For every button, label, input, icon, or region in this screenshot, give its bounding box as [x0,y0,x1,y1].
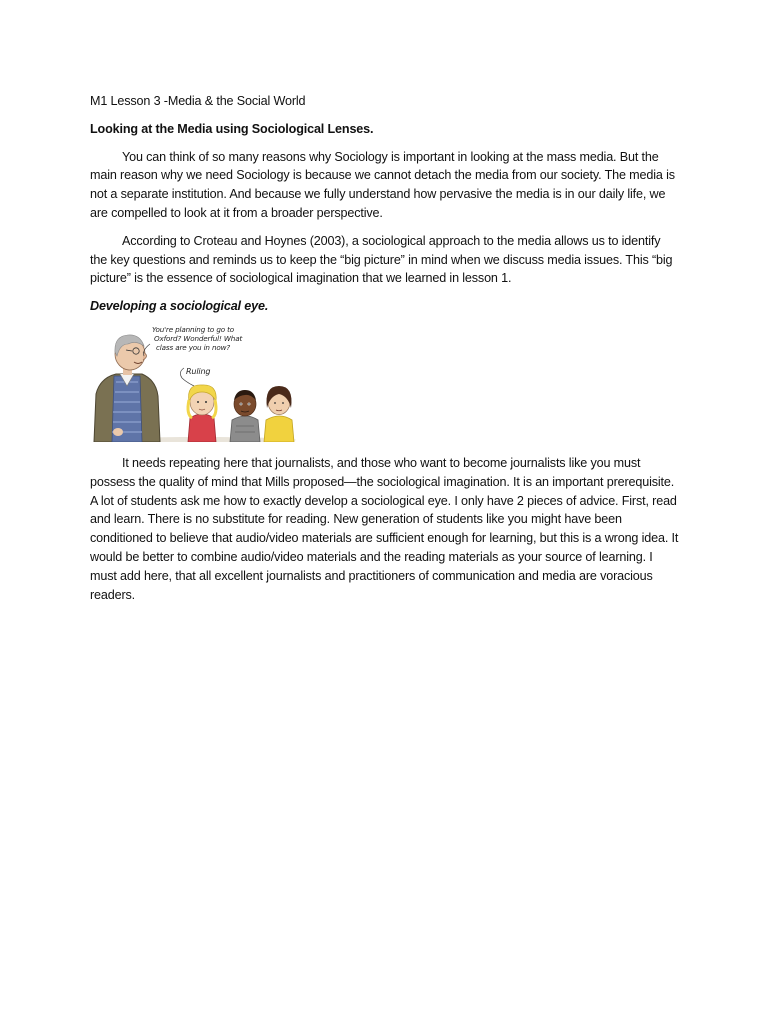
speech-line-2: Oxford? Wonderful! What [154,333,243,343]
subheading: Developing a sociological eye. [90,299,269,314]
reply-text: Ruling [186,366,211,376]
lesson-title: M1 Lesson 3 -Media & the Social World [90,94,306,108]
paragraph-3: It needs repeating here that journalists, and those who want to become journalists like you must possess the quality of mind that Mills proposed—the sociological imagination. It is an important prerequisite. A lot of students ask me how to exactly develop a sociological eye. I only have 2 pieces of advice. First, read and learn. There is no substitute for reading. New generation of students like you might have been conditioned to believe that audio/video materials are sufficient enough for learning, but this is a wrong idea. It would be better to combine audio/video materials and the reading materials as your source of learning. I must add here, that all excellent journalists and practitioners of communication and media are voracious readers. [90,455,679,602]
section-heading: Looking at the Media using Sociological Lenses. [90,121,374,136]
paragraph-2: According to Croteau and Hoynes (2003), a sociological approach to the media allows us to identify the key questions and reminds us to keep the “big picture” in mind when we discuss media issues. This “big picture” is the essence of sociological imagination that we learned in lesson 1. [90,233,673,286]
document-body [90,92,680,613]
speech-line-3: class are you in now? [156,342,231,352]
speech-bubble [144,325,244,356]
speech-line-1: You're planning to go to [152,324,235,334]
paragraph-1: You can think of so many reasons why Sociology is important in looking at the mass media. But the main reason why we need Sociology is because we cannot detach the media from our society. The media is not a separate institution. And because we fully understand how pervasive the media is in our daily life, we are compelled to look at it from a broader perspective. [90,149,675,220]
cartoon-illustration [90,322,296,442]
